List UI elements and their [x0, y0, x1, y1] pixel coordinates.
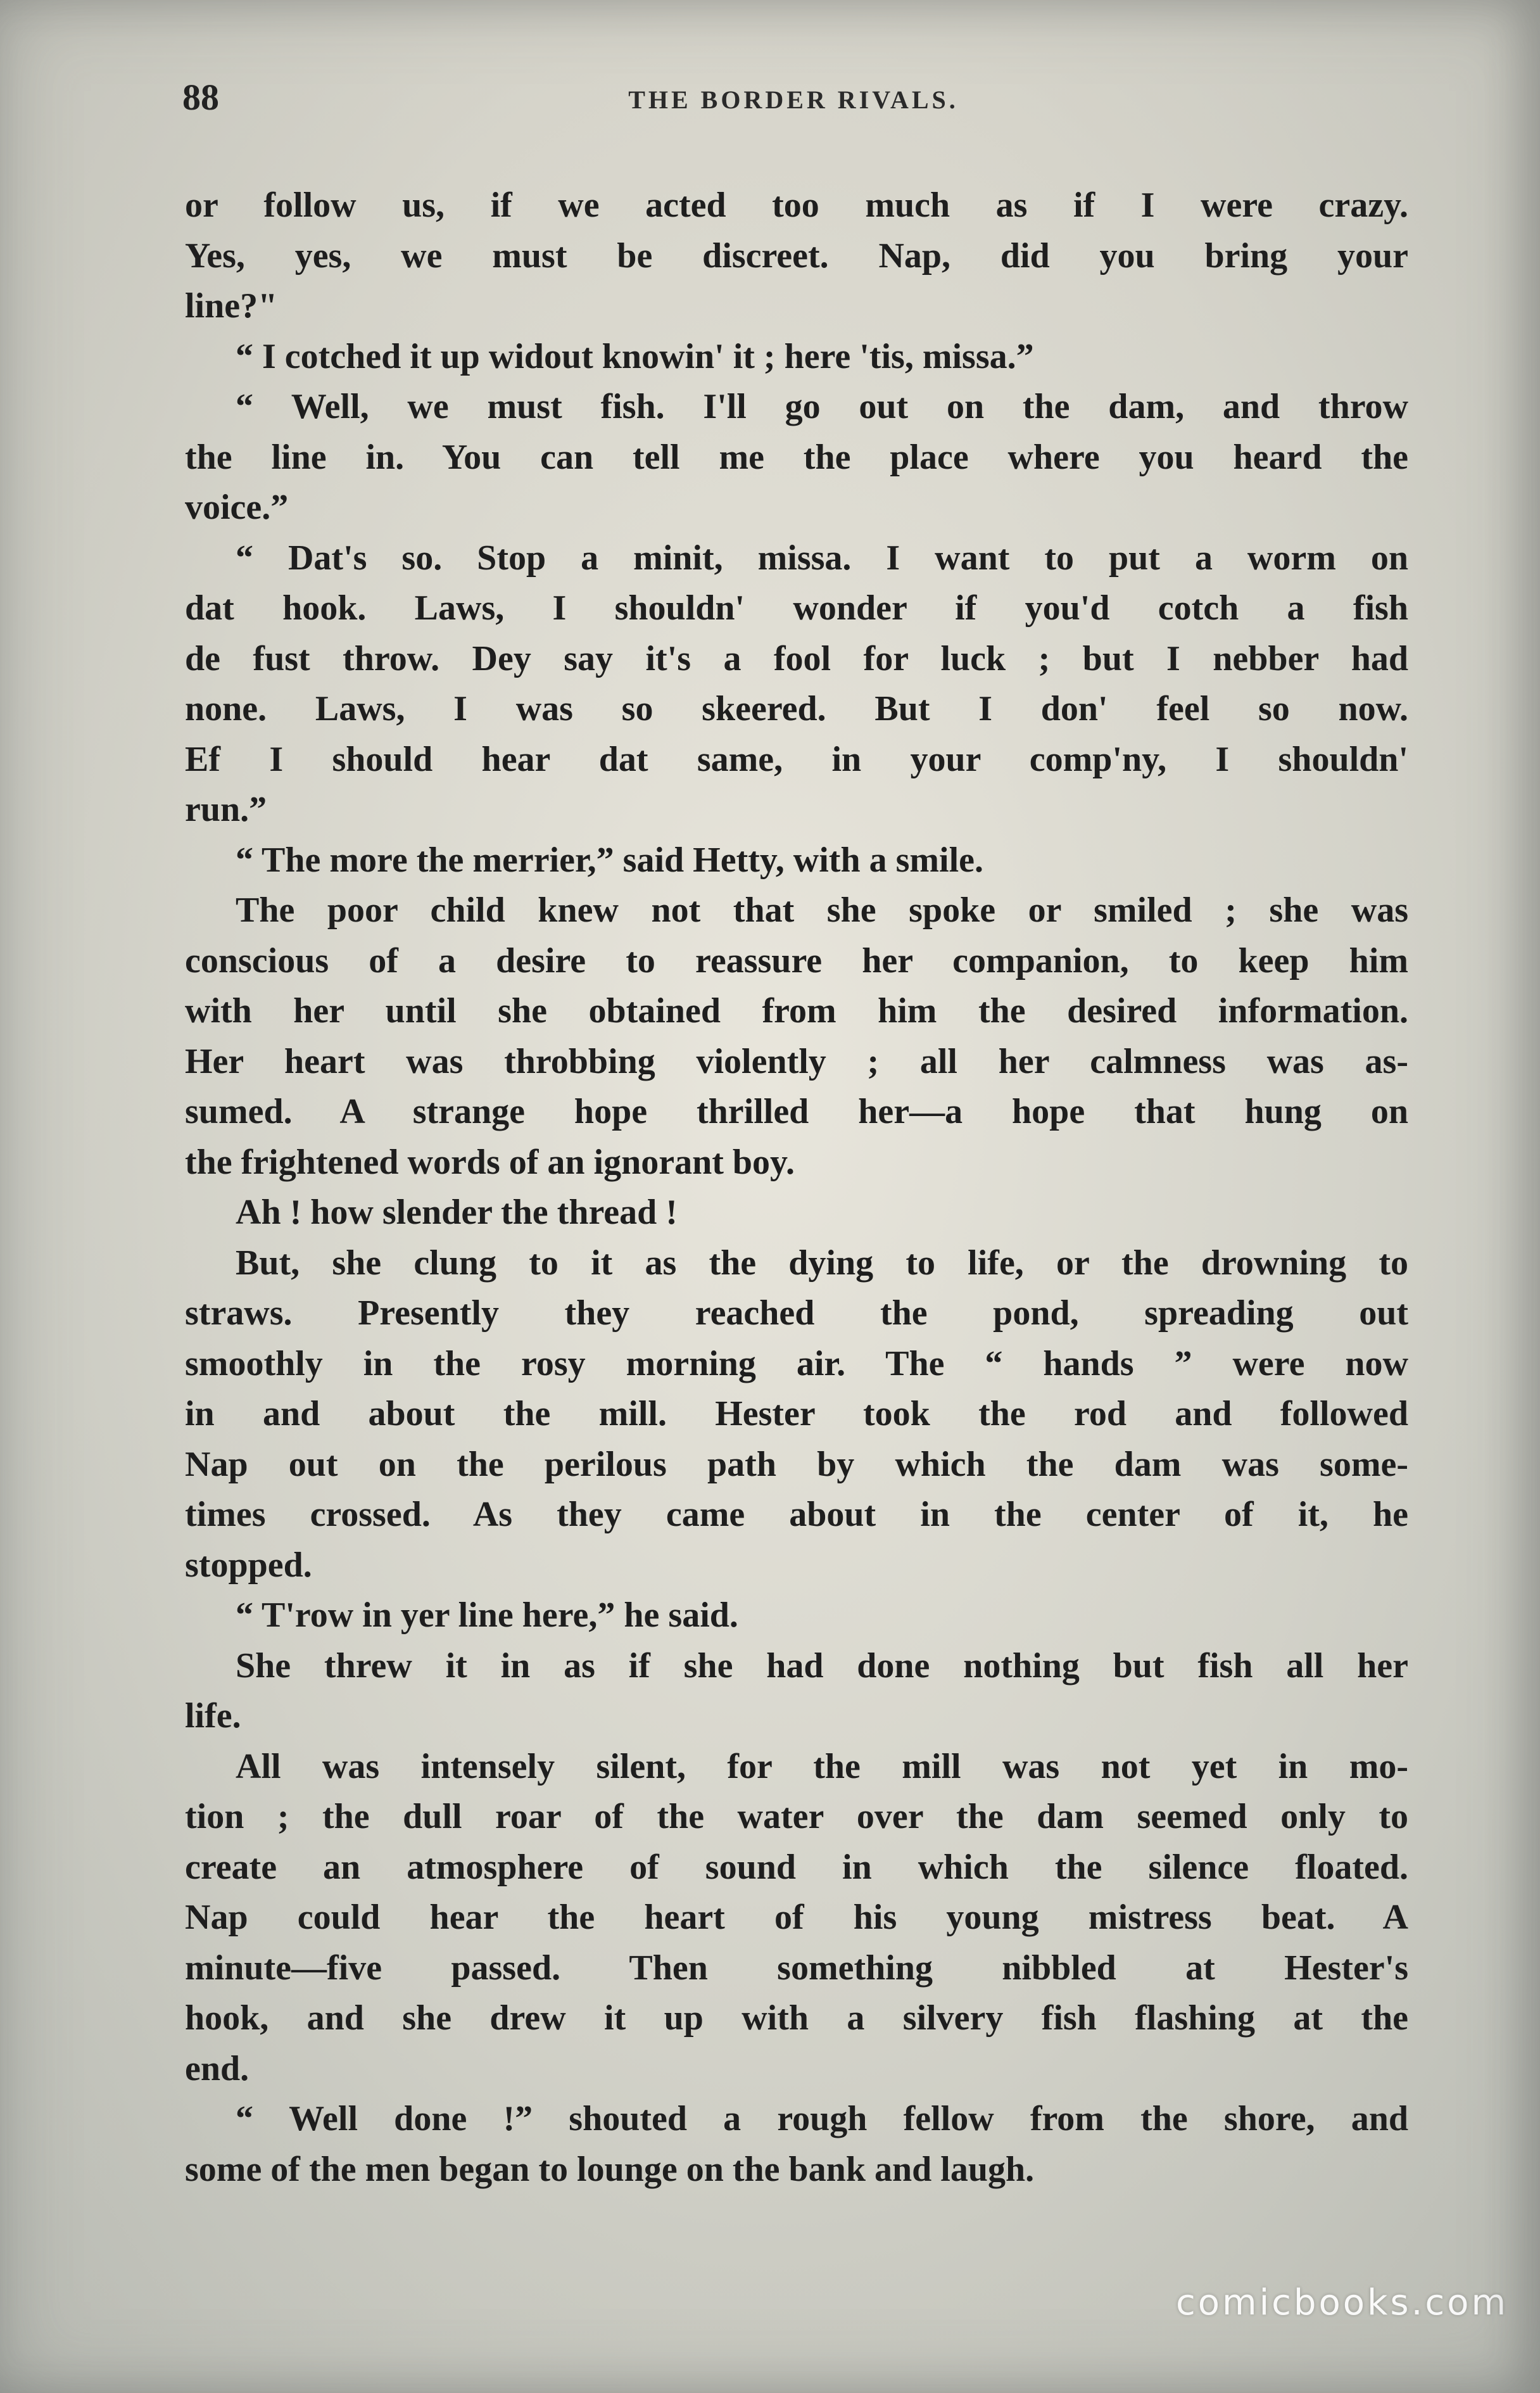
text-line: stopped.: [185, 1545, 312, 1585]
text-line: hook, and she drew it up with a silvery fish flashing at the: [185, 1998, 1408, 2038]
text-line: sumed. A strange hope thrilled her—a hope that hung on: [185, 1092, 1408, 1131]
text-line: “ Dat's so. Stop a minit, missa. I want to put a worm on: [236, 538, 1408, 578]
text-line: voice.”: [185, 488, 289, 527]
text-line: life.: [185, 1696, 241, 1736]
text-line: times crossed. As they came about in the center of it, he: [185, 1495, 1408, 1534]
text-line: smoothly in the rosy morning air. The “ hands ” were now: [185, 1343, 1408, 1383]
text-line: in and about the mill. Hester took the rod and followed: [185, 1394, 1408, 1433]
text-line: straws. Presently they reached the pond, spreading out: [185, 1293, 1408, 1333]
text-line: She threw it in as if she had done nothing but fish all her: [236, 1646, 1408, 1685]
running-title: THE BORDER RIVALS.: [628, 86, 959, 114]
text-line: conscious of a desire to reassure her companion, to keep him: [185, 941, 1408, 981]
text-line: All was intensely silent, for the mill was not yet in mo-: [236, 1746, 1408, 1786]
text-line: “ Well done !” shouted a rough fellow from the shore, and: [236, 2099, 1408, 2138]
text-line: The poor child knew not that she spoke or smiled ; she was: [236, 891, 1408, 930]
text-line: end.: [185, 2048, 249, 2088]
text-line: “ Well, we must fish. I'll go out on the dam, and throw: [236, 387, 1408, 426]
text-line: dat hook. Laws, I shouldn' wonder if you'd cotch a fish: [185, 588, 1408, 628]
text-line: minute—five passed. Then something nibbled at Hester's: [185, 1948, 1408, 1988]
text-line: “ The more the merrier,” said Hetty, with a smile.: [236, 840, 984, 880]
text-line: But, she clung to it as the dying to life, or the drowning to: [236, 1243, 1408, 1283]
text-line: “ I cotched it up widout knowin' it ; here 'tis, missa.”: [236, 336, 1034, 376]
text-line: the line in. You can tell me the place where you heard the: [185, 437, 1408, 477]
page-header: [182, 76, 1404, 133]
text-line: Ah ! how slender the thread !: [236, 1193, 678, 1232]
body-text: [185, 181, 1408, 2195]
text-line: Ef I should hear dat same, in your comp'ny, I shouldn': [185, 739, 1408, 779]
page-number: 88: [182, 77, 219, 118]
text-line: Nap could hear the heart of his young mistress beat. A: [185, 1898, 1408, 1937]
text-line: or follow us, if we acted too much as if I were crazy.: [185, 186, 1408, 225]
text-line: Nap out on the perilous path by which the dam was some-: [185, 1444, 1408, 1484]
text-line: de fust throw. Dey say it's a fool for luck ; but I nebber had: [185, 638, 1408, 678]
text-line: Her heart was throbbing violently ; all her calmness was as-: [185, 1041, 1408, 1081]
text-line: with her until she obtained from him the desired information.: [185, 991, 1408, 1031]
text-line: line?": [185, 286, 278, 326]
text-line: “ T'row in yer line here,” he said.: [236, 1596, 738, 1635]
text-line: some of the men began to lounge on the bank and laugh.: [185, 2149, 1035, 2189]
text-line: create an atmosphere of sound in which the silence floated.: [185, 1847, 1408, 1887]
text-line: the frightened words of an ignorant boy.: [185, 1142, 795, 1182]
text-line: tion ; the dull roar of the water over the dam seemed only to: [185, 1797, 1408, 1836]
text-line: run.”: [185, 790, 267, 829]
watermark: comicbooks.com: [1175, 2282, 1508, 2323]
text-line: none. Laws, I was so skeered. But I don' feel so now.: [185, 689, 1408, 728]
text-line: Yes, yes, we must be discreet. Nap, did you bring your: [185, 236, 1408, 276]
